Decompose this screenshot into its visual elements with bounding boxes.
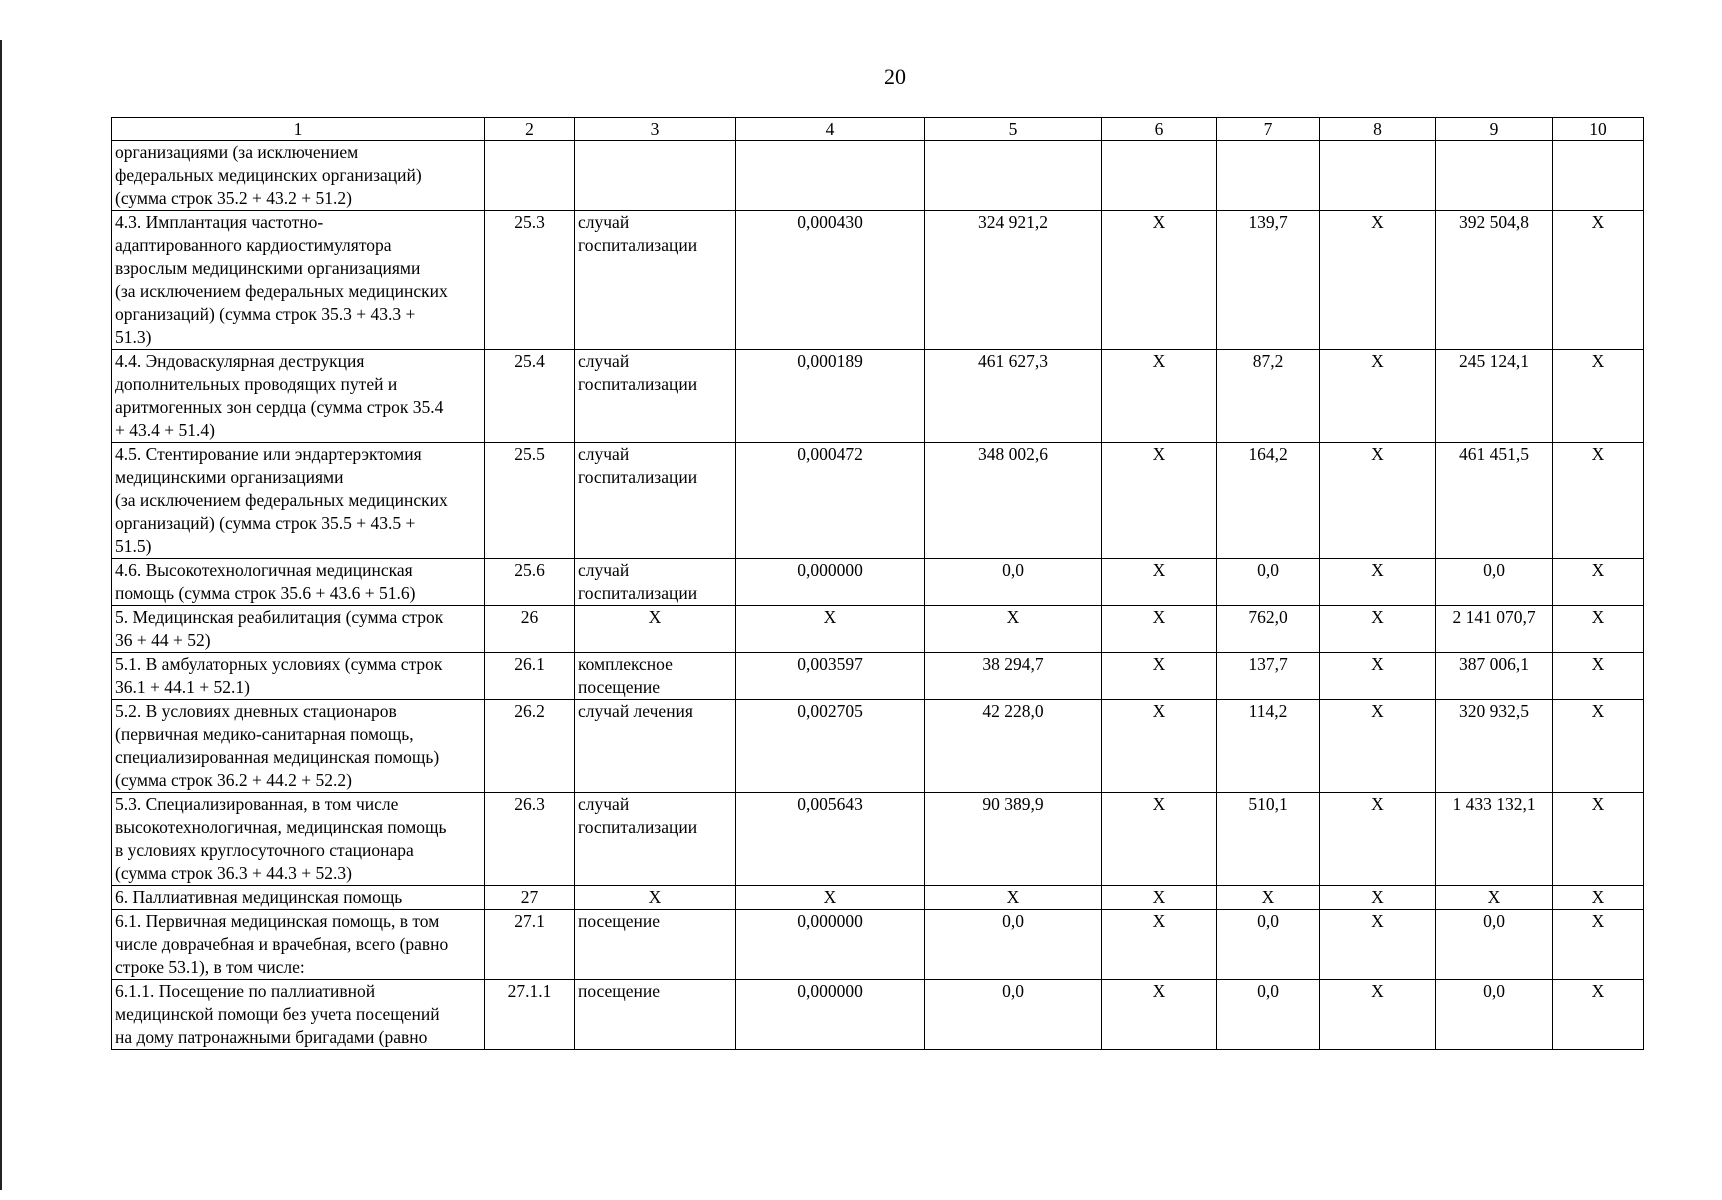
indicator-name-cell: 4.3. Имплантация частотно- адаптированного кардиостимулятора взрослым медицинскими организациями (за исключением федеральных медицинских организаций) (сумма строк 35.3 + 43.3 + 51.3) (112, 211, 485, 350)
row-number-cell: 27.1 (485, 910, 575, 980)
col6-cell: X (1102, 211, 1217, 350)
row-number-cell: 25.4 (485, 350, 575, 443)
table-row (112, 606, 1644, 653)
col10-cell: X (1553, 910, 1644, 980)
col6-cell: X (1102, 443, 1217, 559)
cost-norm-cell: X (925, 886, 1102, 910)
col10-cell: X (1553, 700, 1644, 793)
col8-cell: X (1320, 559, 1436, 606)
header-cell-2: 2 (485, 118, 575, 141)
col9-cell: 0,0 (1436, 559, 1553, 606)
table-row (112, 443, 1644, 559)
col7-cell: 0,0 (1217, 980, 1320, 1050)
header-cell-3: 3 (575, 118, 736, 141)
col6-cell: X (1102, 700, 1217, 793)
col9-cell (1436, 141, 1553, 211)
col6-cell: X (1102, 606, 1217, 653)
cost-norm-cell: 0,0 (925, 910, 1102, 980)
col7-cell: 510,1 (1217, 793, 1320, 886)
col7-cell: 164,2 (1217, 443, 1320, 559)
cost-norm-cell: 348 002,6 (925, 443, 1102, 559)
row-number-cell: 26 (485, 606, 575, 653)
col9-cell: 461 451,5 (1436, 443, 1553, 559)
row-number-cell: 25.5 (485, 443, 575, 559)
cost-norm-cell: 42 228,0 (925, 700, 1102, 793)
volume-norm-cell: 0,003597 (736, 653, 925, 700)
unit-cell: случай госпитализации (575, 211, 736, 350)
col9-cell: 0,0 (1436, 910, 1553, 980)
col9-cell: 320 932,5 (1436, 700, 1553, 793)
volume-norm-cell: 0,002705 (736, 700, 925, 793)
indicator-name-cell: 6.1. Первичная медицинская помощь, в том числе доврачебная и врачебная, всего (равно строке 53.1), в том числе: (112, 910, 485, 980)
table-row (112, 700, 1644, 793)
col7-cell: 87,2 (1217, 350, 1320, 443)
col6-cell: X (1102, 793, 1217, 886)
table-body (112, 118, 1644, 1050)
header-cell-4: 4 (736, 118, 925, 141)
col8-cell: X (1320, 700, 1436, 793)
row-number-cell: 27 (485, 886, 575, 910)
unit-cell: случай госпитализации (575, 350, 736, 443)
header-cell-6: 6 (1102, 118, 1217, 141)
header-cell-9: 9 (1436, 118, 1553, 141)
col9-cell: 1 433 132,1 (1436, 793, 1553, 886)
col6-cell: X (1102, 350, 1217, 443)
col7-cell: 0,0 (1217, 559, 1320, 606)
indicator-name-cell: 5.1. В амбулаторных условиях (сумма строк 36.1 + 44.1 + 52.1) (112, 653, 485, 700)
volume-norm-cell: X (736, 606, 925, 653)
table-row (112, 211, 1644, 350)
col8-cell: X (1320, 211, 1436, 350)
col8-cell: X (1320, 980, 1436, 1050)
header-cell-5: 5 (925, 118, 1102, 141)
col8-cell: X (1320, 653, 1436, 700)
indicator-name-cell: 4.4. Эндоваскулярная деструкция дополнительных проводящих путей и аритмогенных зон сердца (сумма строк 35.4 + 43.4 + 51.4) (112, 350, 485, 443)
unit-cell: посещение (575, 910, 736, 980)
header-cell-10: 10 (1553, 118, 1644, 141)
col10-cell: X (1553, 443, 1644, 559)
cost-norm-cell: 461 627,3 (925, 350, 1102, 443)
cost-norm-cell: 38 294,7 (925, 653, 1102, 700)
col10-cell: X (1553, 886, 1644, 910)
col6-cell: X (1102, 559, 1217, 606)
cost-norm-cell: 0,0 (925, 559, 1102, 606)
unit-cell (575, 141, 736, 211)
col8-cell: X (1320, 350, 1436, 443)
col9-cell: 2 141 070,7 (1436, 606, 1553, 653)
volume-norm-cell: 0,000430 (736, 211, 925, 350)
volume-norm-cell: 0,000472 (736, 443, 925, 559)
row-number-cell: 27.1.1 (485, 980, 575, 1050)
cost-norm-cell: X (925, 606, 1102, 653)
indicators-table (111, 117, 1644, 1050)
page-number: 20 (884, 64, 906, 89)
volume-norm-cell: 0,000000 (736, 559, 925, 606)
row-number-cell: 26.3 (485, 793, 575, 886)
col9-cell: 245 124,1 (1436, 350, 1553, 443)
col9-cell: 387 006,1 (1436, 653, 1553, 700)
unit-cell: посещение (575, 980, 736, 1050)
unit-cell: случай госпитализации (575, 559, 736, 606)
cost-norm-cell: 90 389,9 (925, 793, 1102, 886)
volume-norm-cell: 0,000000 (736, 910, 925, 980)
col7-cell (1217, 141, 1320, 211)
col6-cell: X (1102, 910, 1217, 980)
col9-cell: 392 504,8 (1436, 211, 1553, 350)
indicator-name-cell: 4.5. Стентирование или эндартерэктомия медицинскими организациями (за исключением федеральных медицинских организаций) (сумма строк 35.5 + 43.5 + 51.5) (112, 443, 485, 559)
col7-cell: 137,7 (1217, 653, 1320, 700)
cost-norm-cell (925, 141, 1102, 211)
col8-cell: X (1320, 886, 1436, 910)
volume-norm-cell (736, 141, 925, 211)
row-number-cell: 25.6 (485, 559, 575, 606)
col6-cell: X (1102, 980, 1217, 1050)
cost-norm-cell: 0,0 (925, 980, 1102, 1050)
table-row (112, 559, 1644, 606)
volume-norm-cell: 0,005643 (736, 793, 925, 886)
col7-cell: 762,0 (1217, 606, 1320, 653)
unit-cell: комплексное посещение (575, 653, 736, 700)
header-cell-7: 7 (1217, 118, 1320, 141)
indicator-name-cell: 5.2. В условиях дневных стационаров (первичная медико-санитарная помощь, специализированная медицинская помощь) (сумма строк 36.2 + 44.2 + 52.2) (112, 700, 485, 793)
unit-cell: случай госпитализации (575, 443, 736, 559)
row-number-cell: 26.2 (485, 700, 575, 793)
header-cell-8: 8 (1320, 118, 1436, 141)
unit-cell: случай госпитализации (575, 793, 736, 886)
table-row (112, 980, 1644, 1050)
table-row (112, 793, 1644, 886)
col10-cell: X (1553, 350, 1644, 443)
header-cell-1: 1 (112, 118, 485, 141)
col6-cell (1102, 141, 1217, 211)
table-row (112, 350, 1644, 443)
col7-cell: X (1217, 886, 1320, 910)
table-row (112, 141, 1644, 211)
col7-cell: 114,2 (1217, 700, 1320, 793)
col10-cell: X (1553, 793, 1644, 886)
unit-cell: X (575, 606, 736, 653)
col6-cell: X (1102, 886, 1217, 910)
volume-norm-cell: 0,000189 (736, 350, 925, 443)
col8-cell: X (1320, 606, 1436, 653)
col10-cell (1553, 141, 1644, 211)
row-number-cell (485, 141, 575, 211)
indicator-name-cell: 5. Медицинская реабилитация (сумма строк 36 + 44 + 52) (112, 606, 485, 653)
col8-cell: X (1320, 910, 1436, 980)
col8-cell: X (1320, 443, 1436, 559)
volume-norm-cell: X (736, 886, 925, 910)
unit-cell: случай лечения (575, 700, 736, 793)
col8-cell (1320, 141, 1436, 211)
unit-cell: X (575, 886, 736, 910)
col10-cell: X (1553, 211, 1644, 350)
indicator-name-cell: 5.3. Специализированная, в том числе высокотехнологичная, медицинская помощь в условиях круглосуточного стационара (сумма строк 36.3 + 44.3 + 52.3) (112, 793, 485, 886)
volume-norm-cell: 0,000000 (736, 980, 925, 1050)
row-number-cell: 25.3 (485, 211, 575, 350)
col7-cell: 0,0 (1217, 910, 1320, 980)
col10-cell: X (1553, 653, 1644, 700)
indicator-name-cell: 6. Паллиативная медицинская помощь (112, 886, 485, 910)
col10-cell: X (1553, 980, 1644, 1050)
indicator-name-cell: организациями (за исключением федеральных медицинских организаций) (сумма строк 35.2 + 43.2 + 51.2) (112, 141, 485, 211)
table-row (112, 653, 1644, 700)
table-row (112, 886, 1644, 910)
col9-cell: 0,0 (1436, 980, 1553, 1050)
indicator-name-cell: 4.6. Высокотехнологичная медицинская помощь (сумма строк 35.6 + 43.6 + 51.6) (112, 559, 485, 606)
col7-cell: 139,7 (1217, 211, 1320, 350)
row-number-cell: 26.1 (485, 653, 575, 700)
col9-cell: X (1436, 886, 1553, 910)
cost-norm-cell: 324 921,2 (925, 211, 1102, 350)
col10-cell: X (1553, 606, 1644, 653)
col6-cell: X (1102, 653, 1217, 700)
indicator-name-cell: 6.1.1. Посещение по паллиативной медицинской помощи без учета посещений на дому патронажными бригадами (равно (112, 980, 485, 1050)
col10-cell: X (1553, 559, 1644, 606)
page-left-edge-shadow (0, 40, 2, 1190)
table-header-row (112, 118, 1644, 141)
table-row (112, 910, 1644, 980)
col8-cell: X (1320, 793, 1436, 886)
